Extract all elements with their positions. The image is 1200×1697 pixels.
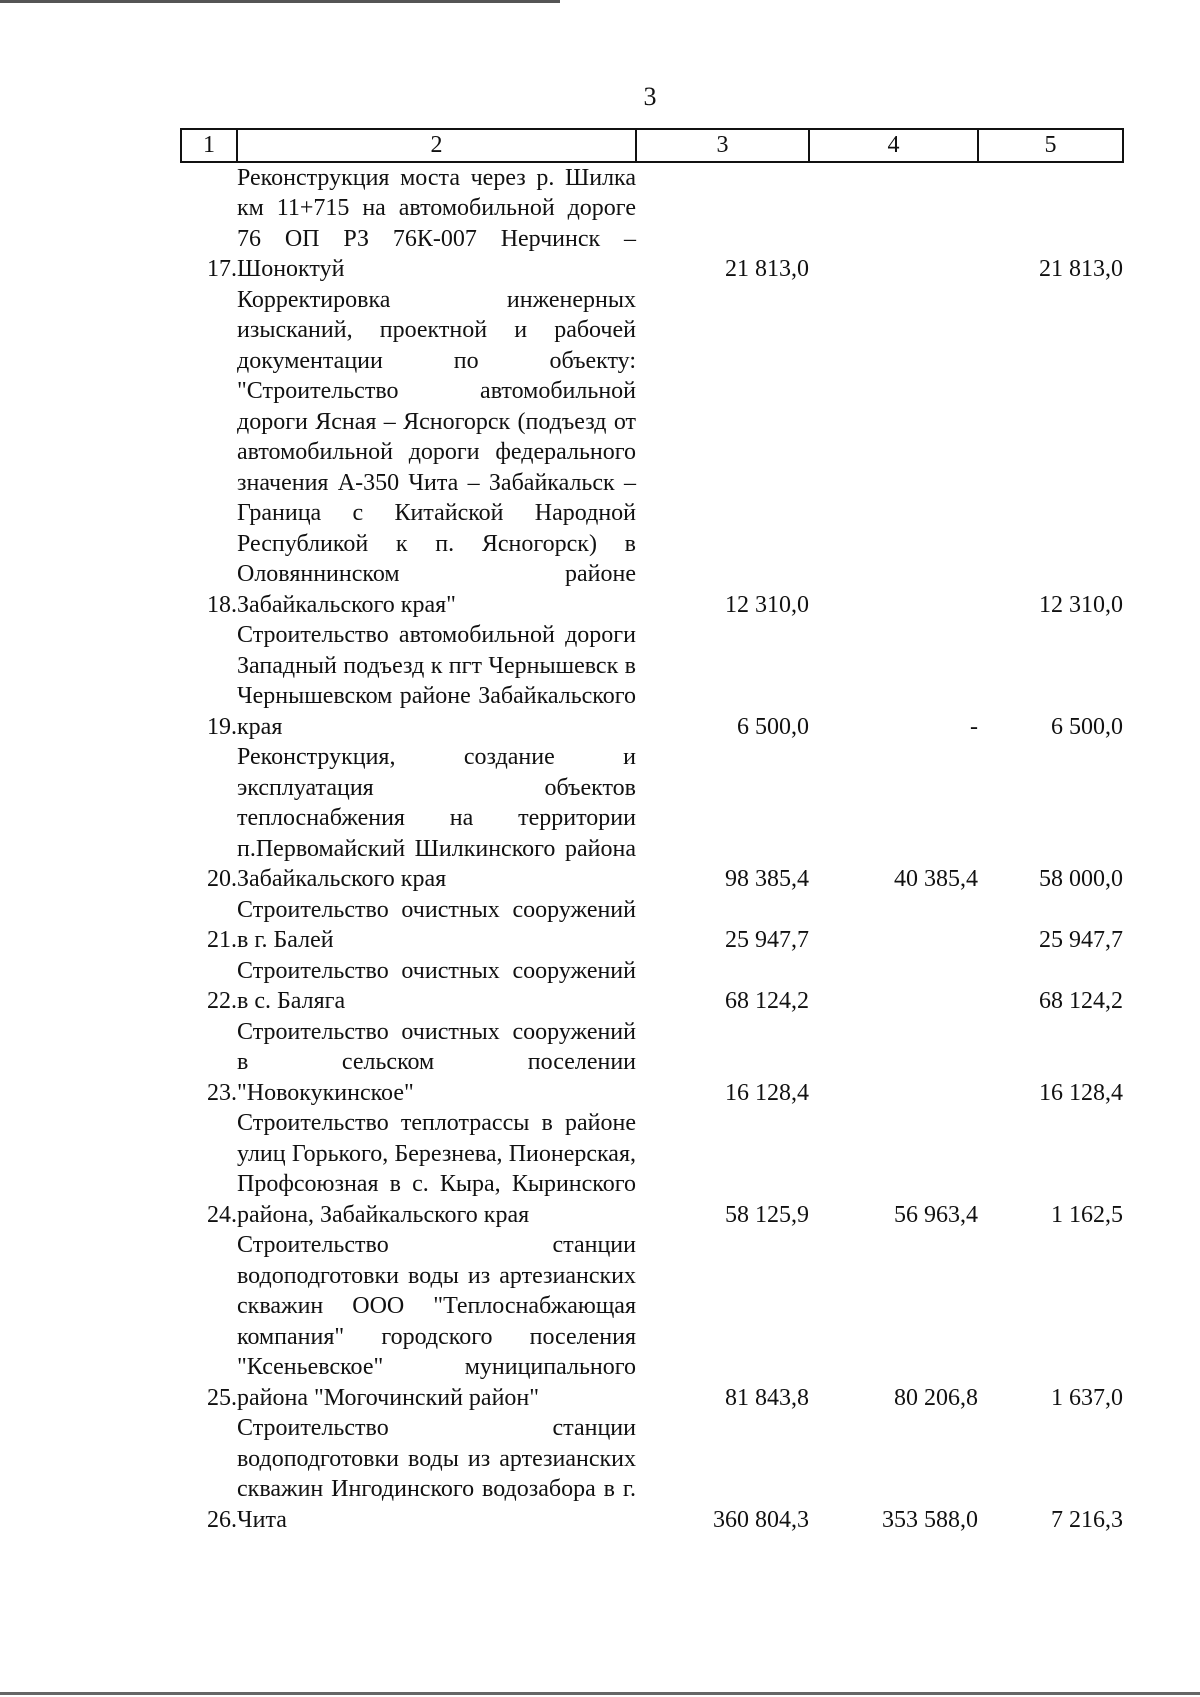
total-amount: 81 843,8 [725,1384,809,1411]
header-col-3: 3 [636,129,809,162]
scan-edge-top [0,0,560,3]
object-name: Строительство станции водоподготовки воды из артезианских скважин Ингодинского водозабора в г. Чита [237,1415,636,1533]
table-row [181,1413,1123,1535]
amount-col-4 [809,895,978,956]
amount-col-4 [809,956,978,1017]
amount-col-5: 21 813,0 [1039,256,1123,282]
object-name: Реконструкция моста через р. Шилка км 11+715 на автомобильной дороге 76 ОП РЗ 76К-007 Нерчинск – Шоноктуй [237,164,636,282]
table-row [181,1230,1123,1413]
table-row [181,895,1123,956]
total-amount: 68 124,2 [725,988,809,1014]
object-name: Реконструкция, создание и эксплуатация объектов теплоснабжения на территории п.Первомайский Шилкинского района Забайкальского края [237,744,636,892]
amount-col-4: 40 385,4 [894,866,978,892]
row-number: 17. [207,256,237,282]
table-row [181,620,1123,742]
header-col-5: 5 [978,129,1123,162]
row-number: 21. [207,927,237,953]
amount-col-4 [809,285,978,621]
row-number: 23. [207,1079,237,1106]
object-name: Корректировка инженерных изысканий, проектной и рабочей документации по объекту: "Строительство автомобильной дороги Ясная – Ясногорск (подъезд от автомобильной дороги федерального значения А-350 Чита – Забайкальск – Граница с Китайской Народной Республикой к п. Ясногорск) в Оловяннинском районе Забайкальского края" [237,286,636,618]
total-amount: 360 804,3 [713,1506,809,1533]
table-row [181,956,1123,1017]
amount-col-5: 68 124,2 [1039,988,1123,1014]
row-number: 22. [207,988,237,1014]
header-col-1: 1 [181,129,237,162]
header-col-4: 4 [809,129,978,162]
object-name: Строительство очистных сооружений в г. Балей [237,896,636,953]
page-number: 3 [643,82,657,111]
amount-col-5: 1 162,5 [1051,1201,1123,1228]
amount-col-4: - [970,713,978,740]
row-number: 20. [207,866,237,892]
total-amount: 58 125,9 [725,1201,809,1228]
table-row [181,162,1123,285]
amount-col-5: 16 128,4 [1039,1079,1123,1106]
total-amount: 21 813,0 [725,256,809,282]
row-number: 19. [207,713,237,740]
amount-col-4: 56 963,4 [894,1201,978,1228]
amount-col-5: 58 000,0 [1039,866,1123,892]
header-col-2: 2 [237,129,636,162]
amount-col-5: 6 500,0 [1051,713,1123,740]
object-name: Строительство очистных сооружений в с. Баляга [237,957,636,1014]
total-amount: 98 385,4 [725,866,809,892]
total-amount: 6 500,0 [737,713,809,740]
table-row [181,285,1123,621]
amount-col-4 [809,1017,978,1109]
row-number: 18. [207,591,237,618]
amount-col-5: 25 947,7 [1039,927,1123,953]
header-row [181,129,1123,162]
scan-edge-bottom [0,1692,1200,1695]
row-number: 26. [207,1506,237,1533]
object-name: Строительство станции водоподготовки воды из артезианских скважин ООО "Теплоснабжающая компания" городского поселения "Ксеньевское" муниципального района "Могочинский район" [237,1232,636,1411]
total-amount: 25 947,7 [725,927,809,953]
table-row [181,742,1123,895]
amount-col-5: 1 637,0 [1051,1384,1123,1411]
object-name: Строительство очистных сооружений в сельском поселении "Новокукинское" [237,1018,636,1106]
amount-col-4: 353 588,0 [882,1506,978,1533]
amount-col-5: 7 216,3 [1051,1506,1123,1533]
row-number: 24. [207,1201,237,1228]
table-row [181,1017,1123,1109]
amount-col-4: 80 206,8 [894,1384,978,1411]
funding-table [180,128,1124,1535]
total-amount: 12 310,0 [725,591,809,618]
amount-col-5: 12 310,0 [1039,591,1123,618]
row-number: 25. [207,1384,237,1411]
total-amount: 16 128,4 [725,1079,809,1106]
amount-col-4 [809,162,978,285]
table-row [181,1108,1123,1230]
object-name: Строительство теплотрассы в районе улиц Горького, Березнева, Пионерская, Профсоюзная в с. Кыра, Кыринского района, Забайкальского края [237,1110,636,1228]
object-name: Строительство автомобильной дороги Западный подъезд к пгт Чернышевск в Чернышевском районе Забайкальского края [237,622,636,740]
